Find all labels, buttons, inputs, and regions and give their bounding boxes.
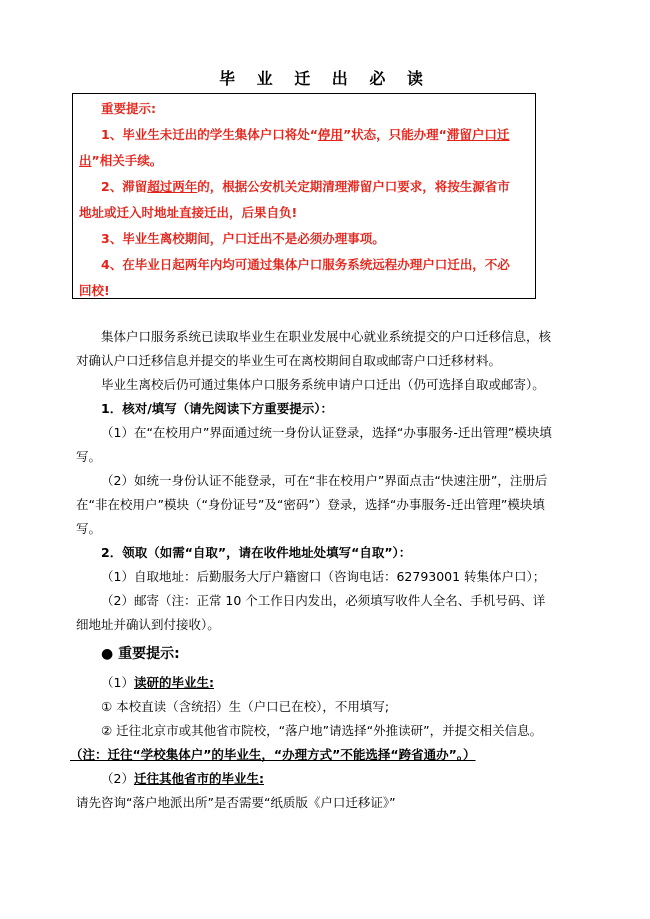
paragraph-intro-1-cont: 对确认户口迁移信息并提交的毕业生可在离校期间自取或邮寄户口迁移材料。 xyxy=(76,353,502,368)
important-notice-box xyxy=(72,93,536,299)
paragraph-intro-1: 集体户口服务系统已读取毕业生在职业发展中心就业系统提交的户口迁移信息，核 xyxy=(101,329,552,344)
notice-item-2: 2、滞留超过两年的，根据公安机关定期清理滞留户口要求，将按生源省市 xyxy=(101,179,510,194)
notice-item-2-cont: 地址或迁入时地址直接迁出，后果自负! xyxy=(79,205,298,220)
important-tips-heading: ● 重要提示: xyxy=(101,646,180,662)
notice-item-3: 3、毕业生离校期间，户口迁出不是必须办理事项。 xyxy=(101,231,385,246)
notice-heading: 重要提示: xyxy=(101,101,156,116)
tip-1-item-b: ② 迁往北京市或其他省市院校，“落户地”请选择“外推读研”，并提交相关信息。 xyxy=(101,723,543,738)
tip-1-item-a: ① 本校直读（含统招）生（户口已在校），不用填写; xyxy=(101,699,390,714)
section-2-item-1: （1）自取地址：后勤服务大厅户籍窗口（咨询电话：62793001 转集体户口）； xyxy=(101,569,546,584)
notice-item-4: 4、在毕业日起两年内均可通过集体户口服务系统远程办理户口迁出，不必 xyxy=(101,257,510,272)
section-1-item-2-cont: 在“非在校用户”模块（“身份证号”及“密码”）登录，选择“办事服务-迁出管理”模块填 xyxy=(76,497,545,512)
section-1-item-1: （1）在“在校用户”界面通过统一身份认证登录，选择“办事服务-迁出管理”模块填 xyxy=(101,425,552,440)
tip-2-heading: （2）迁往其他省市的毕业生: xyxy=(101,771,264,786)
notice-item-4-cont: 回校! xyxy=(79,283,110,298)
section-1-item-1-cont: 写。 xyxy=(76,449,102,464)
section-2-heading: 2．领取（如需“自取”，请在收件地址处填写“自取”）： xyxy=(101,545,412,560)
tip-1-heading: （1）读研的毕业生: xyxy=(101,675,214,690)
page-title: 毕 业 迁 出 必 读 xyxy=(219,69,431,88)
section-1-item-2: （2）如统一身份认证不能登录，可在“非在校用户”界面点击“快速注册”，注册后 xyxy=(101,473,548,488)
notice-item-1-cont: 出”相关手续。 xyxy=(79,153,163,168)
section-2-item-2-cont: 细地址并确认到付接收）。 xyxy=(76,617,220,632)
section-1-item-2-cont2: 写。 xyxy=(76,521,102,536)
section-2-item-2: （2）邮寄（注：正常 10 个工作日内发出，必须填写收件人全名、手机号码、详 xyxy=(101,593,546,608)
tip-note: （注：迁往“学校集体户”的毕业生，“办理方式”不能选择“跨省通办”。） xyxy=(70,747,476,762)
tip-2-item: 请先咨询“落户地派出所”是否需要“纸质版《户口迁移证》” xyxy=(76,795,396,810)
section-1-heading: 1．核对/填写（请先阅读下方重要提示）： xyxy=(101,401,334,416)
document-body xyxy=(70,325,576,815)
notice-item-1: 1、毕业生未迁出的学生集体户口将处“停用”状态，只能办理“滞留户口迁 xyxy=(101,127,510,142)
paragraph-intro-2: 毕业生离校后仍可通过集体户口服务系统申请户口迁出（仍可选择自取或邮寄）。 xyxy=(101,377,545,392)
